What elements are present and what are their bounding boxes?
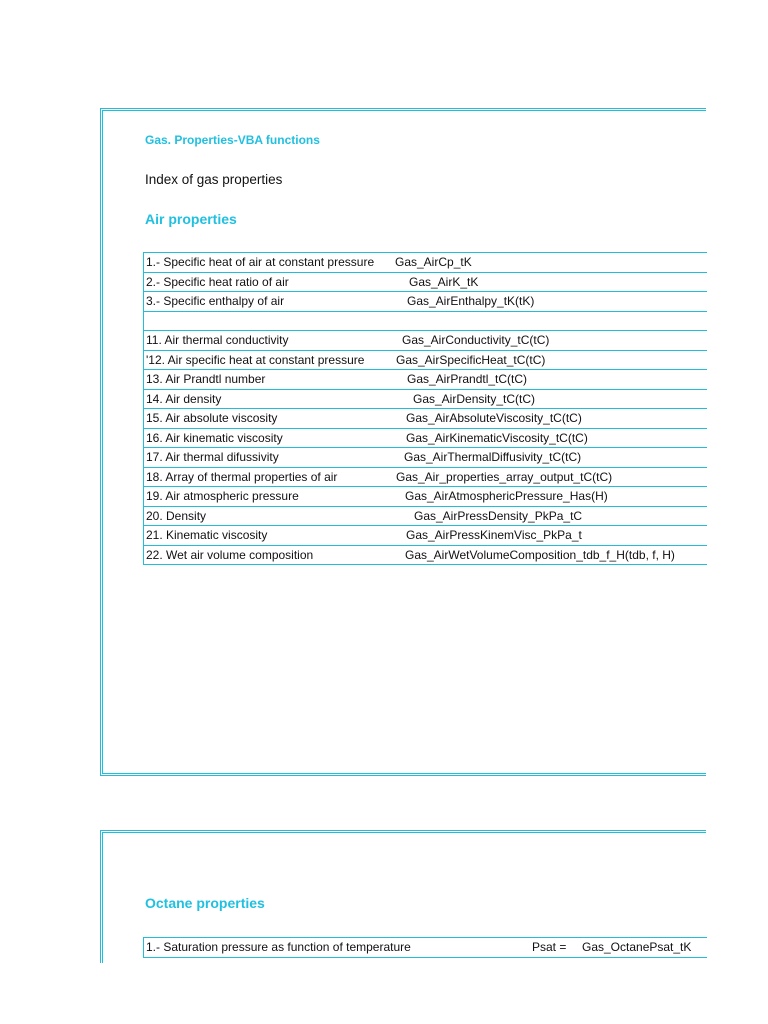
property-description: 3.- Specific enthalpy of air bbox=[146, 294, 285, 308]
property-description: 1.- Saturation pressure as function of temperature bbox=[146, 940, 411, 954]
table-row bbox=[144, 487, 707, 507]
property-description: 13. Air Prandtl number bbox=[146, 372, 266, 386]
octane-properties-table bbox=[143, 937, 707, 958]
property-description: 16. Air kinematic viscosity bbox=[146, 430, 283, 445]
property-description: 15. Air absolute viscosity bbox=[146, 411, 278, 425]
table-row-empty bbox=[144, 312, 707, 332]
table-row bbox=[144, 390, 707, 410]
table-row bbox=[144, 507, 707, 527]
function-name: Gas_AirConductivity_tC(tC) bbox=[402, 333, 550, 347]
property-description: '12. Air specific heat at constant pressure bbox=[146, 352, 365, 367]
function-name: Gas_AirPressDensity_PkPa_tC bbox=[414, 508, 583, 523]
table-row bbox=[144, 351, 707, 371]
property-description: 21. Kinematic viscosity bbox=[146, 528, 268, 542]
air-properties-heading: Air properties bbox=[145, 211, 237, 227]
function-name: Gas_AirKinematicViscosity_tC(tC) bbox=[406, 430, 588, 445]
property-description: 22. Wet air volume composition bbox=[146, 547, 314, 562]
octane-properties-heading: Octane properties bbox=[145, 895, 265, 911]
table-row bbox=[144, 370, 707, 390]
property-description: 20. Density bbox=[146, 508, 207, 523]
function-name: Gas_AirSpecificHeat_tC(tC) bbox=[396, 352, 546, 367]
table-row bbox=[144, 409, 707, 429]
page-2-frame bbox=[100, 830, 706, 963]
function-name: Gas_AirK_tK bbox=[409, 274, 479, 289]
table-row bbox=[144, 468, 707, 488]
property-description: 17. Air thermal difussivity bbox=[146, 450, 279, 464]
property-symbol: Psat = bbox=[532, 940, 567, 954]
table-row bbox=[144, 546, 707, 566]
function-name: Gas_Air_properties_array_output_tC(tC) bbox=[396, 469, 613, 484]
property-description: 1.- Specific heat of air at constant pressure bbox=[146, 255, 375, 269]
table-row bbox=[144, 526, 707, 546]
table-row bbox=[144, 938, 707, 958]
page-1-frame bbox=[100, 108, 706, 776]
property-description: 19. Air atmospheric pressure bbox=[146, 489, 299, 503]
function-name: Gas_AirPressKinemVisc_PkPa_t bbox=[406, 528, 582, 542]
property-description: 2.- Specific heat ratio of air bbox=[146, 274, 289, 289]
function-name: Gas_AirAtmosphericPressure_Has(H) bbox=[405, 489, 608, 503]
function-name: Gas_AirEnthalpy_tK(tK) bbox=[407, 294, 535, 308]
function-name: Gas_AirWetVolumeComposition_tdb_f_H(tdb, f, H) bbox=[405, 547, 675, 562]
function-name: Gas_AirDensity_tC(tC) bbox=[413, 391, 536, 406]
function-name: Gas_AirPrandtl_tC(tC) bbox=[407, 372, 528, 386]
function-name: Gas_OctanePsat_tK bbox=[582, 940, 692, 954]
table-row bbox=[144, 429, 707, 449]
document-title: Gas. Properties-VBA functions bbox=[145, 133, 320, 147]
table-row bbox=[144, 273, 707, 293]
table-row bbox=[144, 448, 707, 468]
property-description: 14. Air density bbox=[146, 391, 222, 406]
property-description: 11. Air thermal conductivity bbox=[146, 333, 289, 347]
table-row bbox=[144, 292, 707, 312]
function-name: Gas_AirCp_tK bbox=[395, 255, 472, 269]
air-properties-table bbox=[143, 252, 707, 565]
table-row bbox=[144, 331, 707, 351]
function-name: Gas_AirThermalDiffusivity_tC(tC) bbox=[404, 450, 582, 464]
index-heading: Index of gas properties bbox=[145, 172, 283, 187]
function-name: Gas_AirAbsoluteViscosity_tC(tC) bbox=[406, 411, 582, 425]
table-row bbox=[144, 253, 707, 273]
property-description: 18. Array of thermal properties of air bbox=[146, 469, 338, 484]
